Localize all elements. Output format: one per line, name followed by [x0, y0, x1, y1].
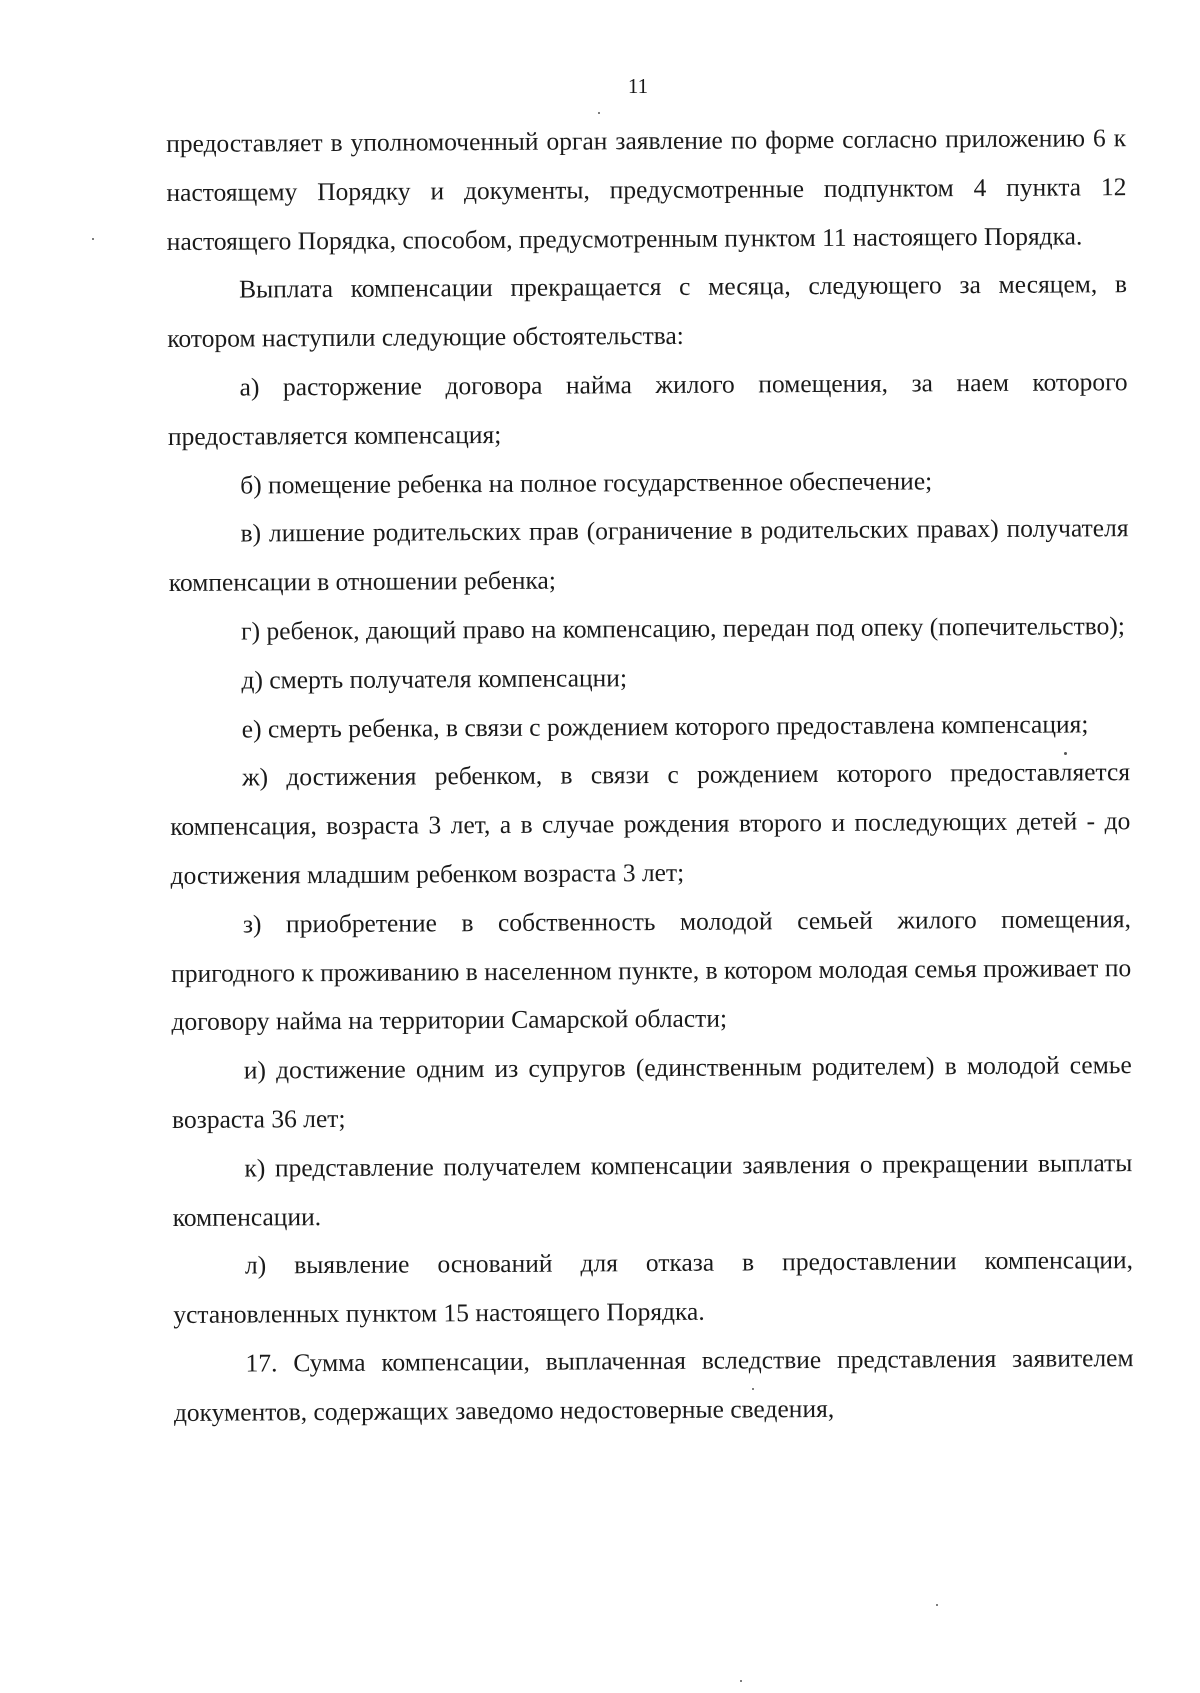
page-number: 11	[627, 74, 649, 98]
list-item-e: е) смерть ребенка, в связи с рождением которого предоставлена компенсация;	[241, 708, 1089, 744]
scan-speck	[1064, 752, 1067, 755]
list-item-k: к) представление получателем компенсации заявления о прекращении выплаты компенсации.	[172, 1147, 1133, 1232]
scan-speck	[752, 1388, 754, 1390]
list-item-g: г) ребенок, дающий право на компенсацию, передан под опеку (попечительство);	[241, 611, 1125, 646]
list-item-b: б) помещение ребенка на полное государственное обеспечение;	[240, 465, 933, 500]
document-body	[166, 114, 1134, 1437]
scan-speck	[92, 238, 94, 240]
list-item-d: д) смерть получателя компенсацни;	[241, 662, 628, 695]
list-item-z: з) приобретение в собственность молодой семьей жилого помещения, пригодного к проживанию в населенном пункте, в котором молодая семья проживает по договору найма на территории Самарской области;	[171, 903, 1132, 1037]
list-item-v: в) лишение родительских прав (ограничение в родительских правах) получателя компенсации в отношении ребенка;	[168, 513, 1129, 598]
scan-speck	[598, 112, 600, 114]
paragraph-continuation: предоставляет в уполномоченный орган заявление по форме согласно приложению 6 к настоящему Порядку и документы, предусмотренные подпунктом 4 пункта 12 настоящего Порядка, способом, предусмотренным пунктом 11 настоящего Порядка.	[166, 123, 1127, 256]
paragraph-termination-intro: Выплата компенсации прекращается с месяца, следующего за месяцем, в котором наступили следующие обстоятельства:	[167, 269, 1128, 354]
list-item-zh: ж) достижения ребенком, в связи с рождением которого предоставляется компенсация, возраста 3 лет, а в случае рождения второго и последующих детей - до достижения младшим ребенком возраста 3 лет;	[170, 757, 1131, 890]
scan-speck	[936, 1604, 938, 1606]
list-item-l: л) выявление оснований для отказа в предоставлении компенсации, установленных пунктом 15 настоящего Порядка.	[173, 1245, 1134, 1330]
list-item-i: и) достижение одним из супругов (единственным родителем) в молодой семье возраста 36 лет;	[172, 1050, 1132, 1134]
scan-speck	[740, 1680, 742, 1682]
list-item-a: а) расторжение договора найма жилого помещения, за наем которого предоставляется компенсация;	[167, 367, 1128, 451]
paragraph-17: 17. Сумма компенсации, выплаченная вследствие представления заявителем документов, содержащих заведомо недостоверные сведения,	[173, 1343, 1134, 1427]
